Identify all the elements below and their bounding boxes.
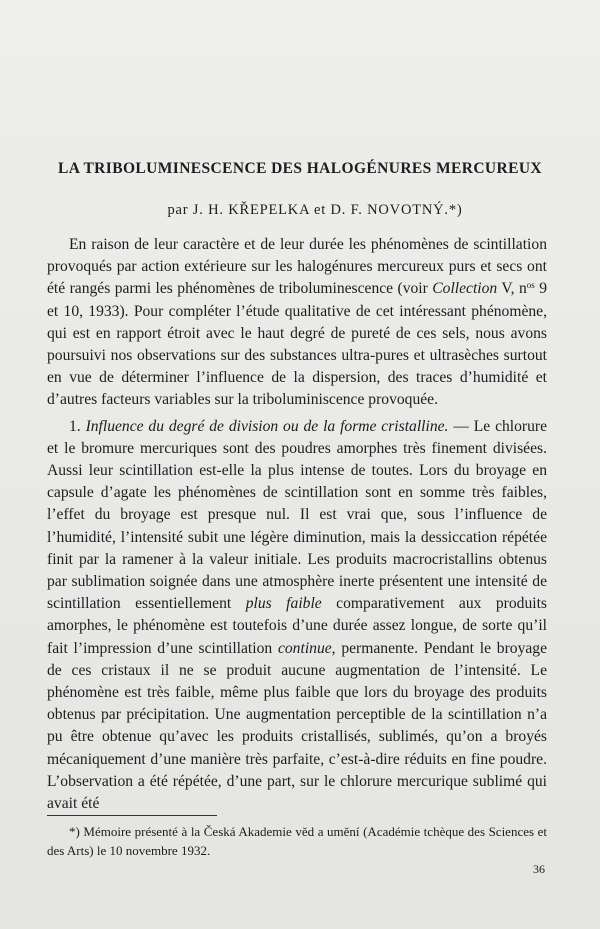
section-text: comparativement aux produits amorphes, le phénomène est toutefois d’une durée assez longue, de sorte qu’il fait l’impression d’une scintillation — [47, 595, 547, 657]
footnote-divider — [47, 815, 217, 816]
paragraph-intro — [47, 234, 547, 412]
article-title: LA TRIBOLUMINESCENCE DES HALOGÉNURES MERCUREUX — [57, 160, 543, 177]
section-text: — Le chlorure et le bromure mercuriques sont des poudres amorphes très finement divisées. Aussi leur scintillation est-elle la plus intense de toutes. Lors du broyage en capsule d’agate les phénomènes de scintillation sont en somme très faibles, l’effet du broyage est presque nul. Il est vrai que, sous l’influence de l’humidité, l’intensité subit une légère diminution, mais la dessiccation répétée finit par la ramener à la valeur initiale. Les produits macrocristallins obtenus par sublimation soignée dans une atmosphère inerte présentent une intensité de scintillation essentiellement — [47, 417, 548, 613]
footnote: *) Mémoire présenté à la Česká Akademie věd a umění (Académie tchèque des Sciences et des Arts) le 10 novembre 1932. — [47, 824, 547, 858]
emphasis-continue: continue — [277, 639, 332, 657]
collection-reference: Collection — [432, 280, 498, 298]
numero-superscript: os — [526, 280, 535, 291]
paragraph-intro-text: En raison de leur caractère et de leur durée les phénomènes de scintillation provoqués par action extérieure sur les halogénures mercureux purs et secs ont été rangés parmi les phénomènes de triboluminescence (voir — [47, 236, 547, 298]
section-number: 1. — [69, 417, 86, 435]
section-text: , permanente. Pendant le broyage de ces cristaux il ne se produit aucune augmentation de l’intensité. Le phénomène est très faible, même plus faible que lors du broyage des produits obtenus par précipitation. Une augmentation perceptible de la scintillation n’a pu être obtenue qu’avec les produits cristallisés, sublimés, qu’on a broyés mécaniquement d’une manière très parfaite, c’est-à-dire réduits en fine poudre. L’observation a été répétée, d’une part, sur le chlorure mercurique sublimé qui avait été — [47, 639, 547, 813]
emphasis-plus-faible: plus faible — [245, 595, 322, 613]
paragraph-intro-text: 9 et 10, 1933). Pour compléter l’étude qualitative de cet intéressant phénomène, qui est en rapport étroit avec le haut degré de pureté de ces sels, nous avons poursuivi nos observations sur des substances ultra-pures et ultrasèches surtout en vue de déterminer l’influence de la dispersion, des traces d’humidité et d’autres facteurs variables sur la triboluminiscence provoquée. — [47, 280, 547, 409]
article-authors: par J. H. KŘEPELKA et D. F. NOVOTNÝ.*) — [167, 202, 463, 218]
paragraph-section-1 — [47, 416, 547, 816]
section-heading: Influence du degré de division ou de la forme cristalline. — [85, 417, 449, 435]
article-body — [47, 234, 547, 815]
paragraph-intro-text: V, n — [497, 280, 527, 298]
page-number: 36 — [533, 862, 545, 876]
